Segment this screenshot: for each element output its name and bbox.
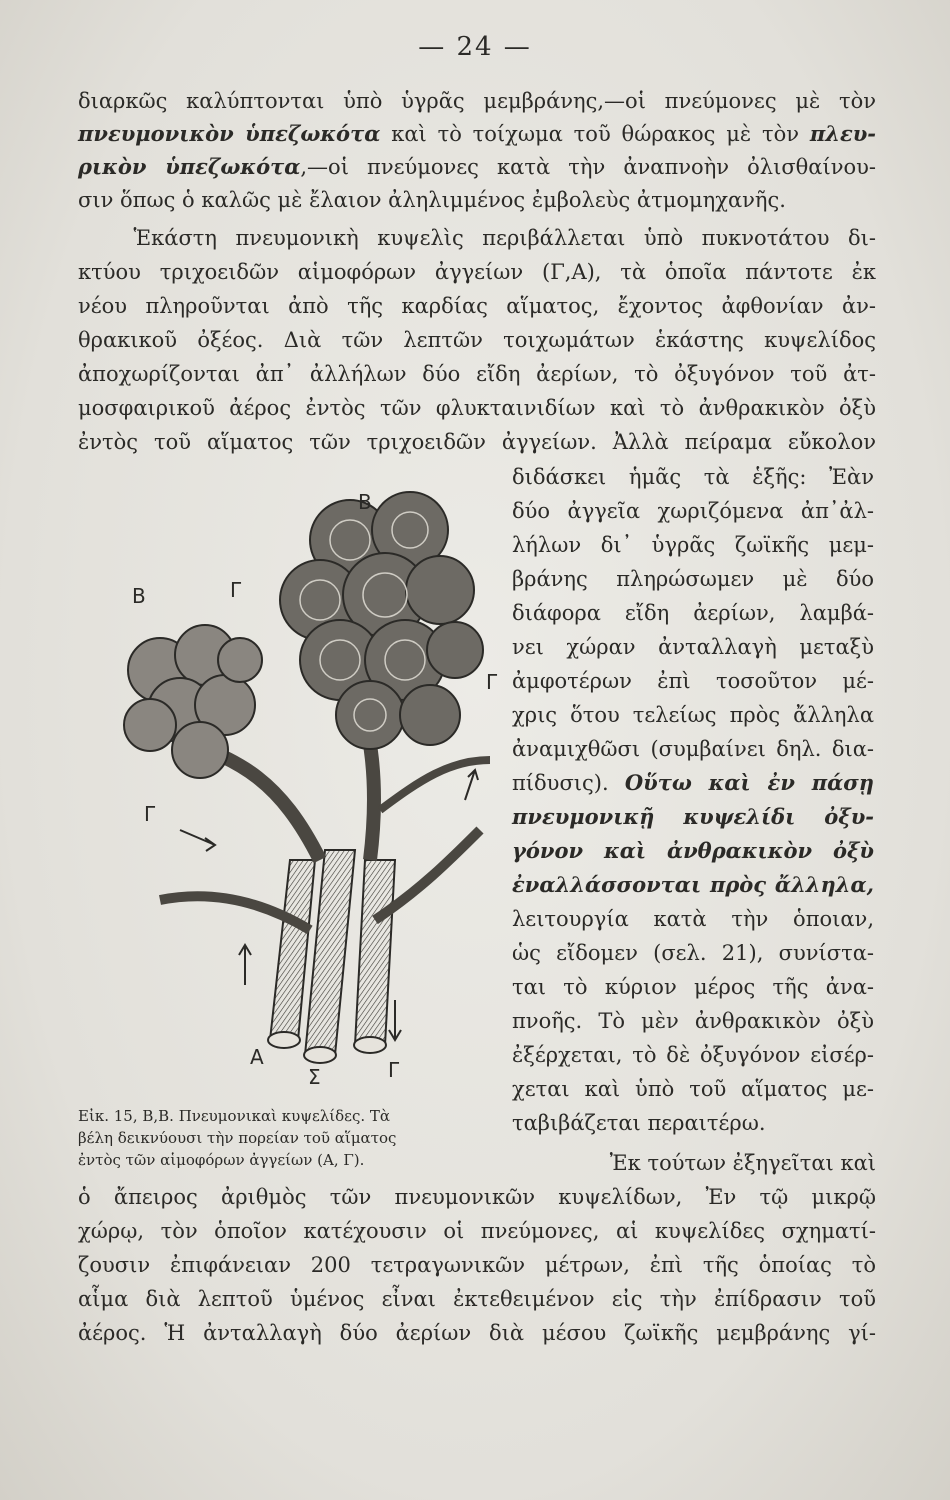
text-line: ἐναλλάσσονται πρὸς ἄλληλα,: [512, 872, 874, 897]
figure-label: Β: [358, 490, 372, 514]
figure-caption-line: βέλη δεικνύουσι τὴν πορείαν τοῦ αἵματος: [78, 1129, 397, 1147]
text-line: θρακικοῦ ὀξέος. Διὰ τῶν λεπτῶν τοιχωμάτων ἑκάστης κυψελίδος: [78, 328, 876, 352]
text-line: ἀποχωρίζονται ἀπ᾽ ἀλλήλων δύο εἴδη ἀερίων, τὸ ὀξυγόνον τοῦ ἀτ-: [78, 362, 876, 386]
text-line: ἀέρος. Ἡ ἀνταλλαγὴ δύο ἀερίων διὰ μέσου ζωϊκῆς μεμβράνης γί-: [78, 1321, 876, 1345]
text-line: χεται καὶ ὑπὸ τοῦ αἵματος με-: [512, 1077, 874, 1101]
text-line: λειτουργία κατὰ τὴν ὁποιαν,: [512, 907, 874, 931]
figure-label: Γ: [144, 802, 156, 826]
text-line: βράνης πληρώσωμεν μὲ δύο: [512, 567, 874, 591]
page-number: — 24 —: [418, 32, 532, 62]
text-line: ταβιβάζεται περαιτέρω.: [512, 1111, 766, 1135]
text-line: σιν ὅπως ὁ καλῶς μὲ ἔλαιον ἀληλιμμένος ἐμβολεὺς ἀτμομηχανῆς.: [78, 188, 786, 212]
alveoli-figure: [120, 480, 510, 1090]
text-line: ἀμφοτέρων ἐπὶ τοσοῦτον μέ-: [512, 669, 874, 693]
text-line: ρικὸν ὑπεζωκότα,—οἱ πνεύμονες κατὰ τὴν ἀναπνοὴν ὀλισθαίνου-: [78, 154, 876, 179]
text-line: Ἑκάστη πνευμονικὴ κυψελὶς περιβάλλεται ὑπὸ πυκνοτάτου δι-: [78, 226, 876, 250]
text-line: ἐντὸς τοῦ αἵματος τῶν τριχοειδῶν ἀγγείων. Ἀλλὰ πείραμα εὔκολον: [78, 430, 876, 454]
text-line: Ἐκ τούτων ἐξηγεῖται καὶ: [342, 1151, 876, 1175]
figure-label: Σ: [308, 1065, 321, 1089]
alveoli-illustration: [120, 480, 510, 1090]
figure-caption-line: ἐντὸς τῶν αἱμοφόρων ἀγγείων (Α, Γ).: [78, 1151, 365, 1169]
text-line: ται τὸ κύριον μέρος τῆς ἀνα-: [512, 975, 874, 999]
text-line: ὡς εἴδομεν (σελ. 21), συνίστα-: [512, 941, 874, 965]
text-line: κτύου τριχοειδῶν αἱμοφόρων ἀγγείων (Γ,Α), τὰ ὁποῖα πάντοτε ἐκ: [78, 260, 876, 284]
figure-label: Γ: [486, 670, 498, 694]
text-line: διαρκῶς καλύπτονται ὑπὸ ὑγρᾶς μεμβράνης,—οἱ πνεύμονες μὲ τὸν: [78, 89, 876, 113]
text-line: χώρῳ, τὸν ὁποῖον κατέχουσιν οἱ πνεύμονες, αἱ κυψελίδες σχηματί-: [78, 1219, 876, 1243]
text-line: δύο ἀγγεῖα χωριζόμενα ἀπ᾽ἀλ-: [512, 499, 874, 523]
text-line: πίδυσις). Οὕτω καὶ ἐν πάσῃ: [512, 770, 874, 795]
text-line: νέου πληροῦνται ἀπὸ τῆς καρδίας αἵματος, ἔχοντος ἀφθονίαν ἀν-: [78, 294, 876, 318]
text-line: αἷμα διὰ λεπτοῦ ὑμένος εἶναι ἐκτεθειμένον εἰς τὴν ἐπίδρασιν τοῦ: [78, 1287, 876, 1311]
text-line: διδάσκει ἡμᾶς τὰ ἑξῆς: Ἐὰν: [512, 465, 874, 489]
figure-caption-line: Εἰκ. 15, Β,Β. Πνευμονικαὶ κυψελίδες. Τὰ: [78, 1107, 391, 1125]
figure-label: Γ: [388, 1058, 400, 1082]
text-line: χρις ὅτου τελείως πρὸς ἄλληλα: [512, 703, 874, 727]
text-line: ζουσιν ἐπιφάνειαν 200 τετραγωνικῶν μέτρων, ἐπὶ τῆς ὁποίας τὸ: [78, 1253, 876, 1277]
text-line: ἀναμιχθῶσι (συμβαίνει δηλ. δια-: [512, 737, 874, 761]
text-line: πνοῆς. Τὸ μὲν ἀνθρακικὸν ὀξὺ: [512, 1009, 874, 1033]
figure-label: Β: [132, 584, 146, 608]
text-line: γόνον καὶ ἀνθρακικὸν ὀξὺ: [512, 838, 874, 863]
text-line: νει χώραν ἀνταλλαγὴ μεταξὺ: [512, 635, 874, 659]
text-line: ἐξέρχεται, τὸ δὲ ὀξυγόνον εἰσέρ-: [512, 1043, 874, 1067]
text-line: διάφορα εἴδη ἀερίων, λαμβά-: [512, 601, 874, 625]
text-line: μοσφαιρικοῦ ἀέρος ἐντὸς τῶν φλυκταινιδίων καὶ τὸ ἀνθρακικὸν ὀξὺ: [78, 396, 876, 420]
text-line: πνευμονικὸν ὑπεζωκότα καὶ τὸ τοίχωμα τοῦ θώρακος μὲ τὸν πλευ-: [78, 121, 876, 146]
figure-label: Γ: [230, 578, 242, 602]
figure-label: Α: [250, 1045, 264, 1069]
text-line: πνευμονικῇ κυψελίδι ὀξυ-: [512, 804, 874, 829]
text-line: λήλων δι᾽ ὑγρᾶς ζωϊκῆς μεμ-: [512, 533, 874, 557]
text-line: ὁ ἄπειρος ἀριθμὸς τῶν πνευμονικῶν κυψελίδων, Ἐν τῷ μικρῷ: [78, 1185, 876, 1209]
